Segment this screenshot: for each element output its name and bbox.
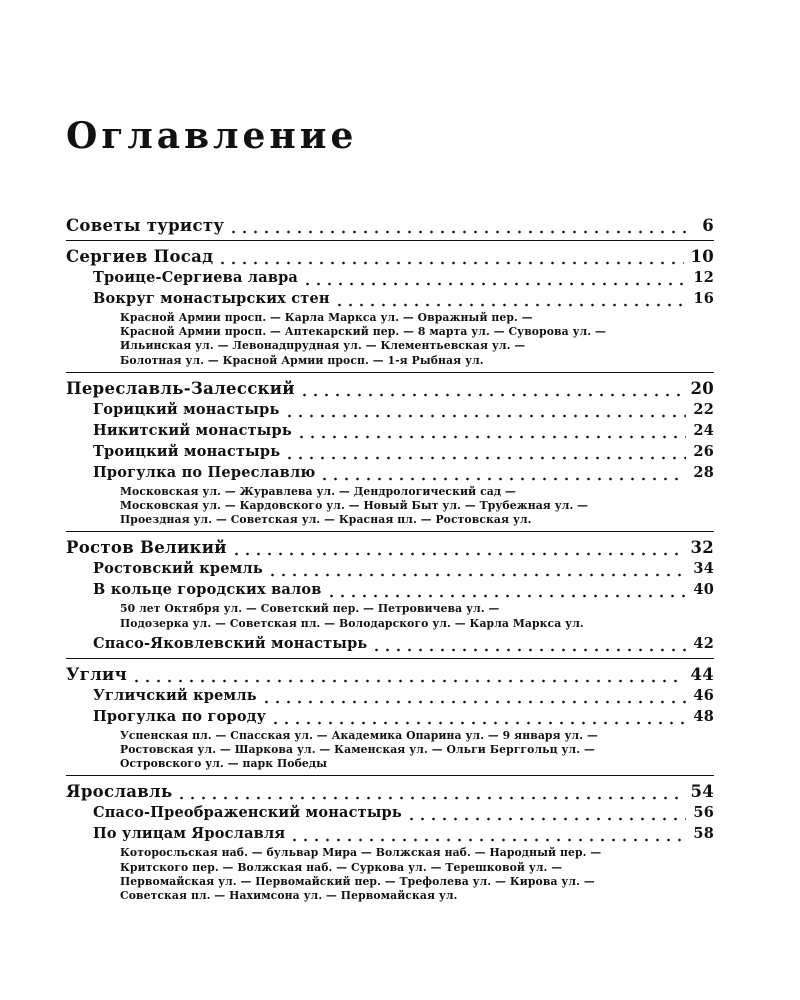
route-streets (66, 311, 714, 368)
chapter-title: Ростов Великий (66, 538, 231, 558)
route-street-line: Ростовская ул. — Шаркова ул. — Каменская ул. — Ольги Берггольц ул. — (120, 743, 595, 757)
chapter-divider (66, 658, 714, 659)
dot-leader (284, 442, 686, 462)
section-title: Ростовский кремль (66, 559, 267, 579)
dot-leader (371, 634, 686, 654)
section-title: Вокруг монастырских стен (66, 289, 334, 309)
chapter-divider (66, 372, 714, 373)
page-number: 58 (686, 824, 714, 844)
route-street-line: Успенская пл. — Спасская ул. — Академика Опарина ул. — 9 января ул. — (120, 728, 598, 742)
route-street-line: Которосльская наб. — бульвар Мира — Волжская наб. — Народный пер. — (120, 846, 602, 860)
toc-chapter-entry[interactable] (66, 538, 714, 558)
table-of-contents (66, 216, 714, 906)
route-street-line: Проездная ул. — Советская ул. — Красная пл. — Ростовская ул. (120, 513, 532, 527)
section-title: В кольце городских валов (66, 580, 326, 600)
chapter-title: Советы туристу (66, 216, 228, 236)
chapter-block (66, 538, 714, 653)
page-number: 56 (686, 803, 714, 823)
dot-leader (131, 665, 684, 685)
route-street-line: Критского пер. — Волжская наб. — Суркова ул. — Терешковой ул. — (120, 860, 563, 874)
page-number: 40 (686, 580, 714, 600)
route-streets (66, 485, 714, 528)
dot-leader (176, 782, 684, 802)
dot-leader (231, 538, 685, 558)
page-number: 24 (686, 421, 714, 441)
page-number: 32 (684, 538, 714, 558)
page-number: 20 (684, 379, 714, 399)
dot-leader (334, 289, 686, 309)
dot-leader (228, 216, 686, 236)
page-number: 44 (684, 665, 714, 685)
chapter-title: Сергиев Посад (66, 247, 217, 267)
page-number: 42 (686, 634, 714, 654)
route-street-line: Подозерка ул. — Советская пл. — Володарского ул. — Карла Маркса ул. (120, 616, 584, 630)
toc-chapter-entry[interactable] (66, 216, 714, 236)
route-street-line: Островского ул. — парк Победы (120, 757, 328, 771)
toc-chapter-entry[interactable] (66, 379, 714, 399)
page-number: 22 (686, 400, 714, 420)
chapter-block (66, 247, 714, 368)
dot-leader (319, 463, 686, 483)
toc-section-entry[interactable] (66, 634, 714, 654)
chapter-block (66, 782, 714, 903)
route-street-line: Советская пл. — Нахимсона ул. — Первомайская ул. (120, 889, 458, 903)
dot-leader (270, 707, 686, 727)
page-number: 54 (684, 782, 714, 802)
toc-section-entry[interactable] (66, 463, 714, 483)
toc-section-entry[interactable] (66, 686, 714, 706)
toc-section-entry[interactable] (66, 559, 714, 579)
page-title: Оглавление (66, 115, 358, 157)
toc-section-entry[interactable] (66, 580, 714, 600)
dot-leader (267, 559, 686, 579)
page-number: 28 (686, 463, 714, 483)
dot-leader (296, 421, 686, 441)
route-street-line: Болотная ул. — Красной Армии просп. — 1-я Рыбная ул. (120, 353, 484, 367)
route-street-line: Первомайская ул. — Первомайский пер. — Трефолева ул. — Кирова ул. — (120, 874, 595, 888)
route-street-line: Московская ул. — Журавлева ул. — Дендрологический сад — (120, 484, 516, 498)
page-number: 26 (686, 442, 714, 462)
route-streets (66, 846, 714, 903)
toc-section-entry[interactable] (66, 421, 714, 441)
chapter-block (66, 665, 714, 772)
section-title: Троицкий монастырь (66, 442, 284, 462)
chapter-divider (66, 240, 714, 241)
toc-section-entry[interactable] (66, 824, 714, 844)
toc-chapter-entry[interactable] (66, 665, 714, 685)
page-number: 10 (684, 247, 714, 267)
route-streets (66, 602, 714, 630)
page-number: 12 (686, 268, 714, 288)
toc-chapter-entry[interactable] (66, 782, 714, 802)
toc-section-entry[interactable] (66, 289, 714, 309)
dot-leader (261, 686, 686, 706)
toc-section-entry[interactable] (66, 803, 714, 823)
dot-leader (299, 379, 685, 399)
chapter-divider (66, 775, 714, 776)
chapter-title: Углич (66, 665, 131, 685)
section-title: Троице-Сергиева лавра (66, 268, 302, 288)
route-streets (66, 729, 714, 772)
route-street-line: Ильинская ул. — Левонадпрудная ул. — Клементьевская ул. — (120, 339, 526, 353)
toc-chapter-entry[interactable] (66, 247, 714, 267)
dot-leader (302, 268, 686, 288)
chapter-block (66, 216, 714, 236)
page-number: 16 (686, 289, 714, 309)
page-number: 48 (686, 707, 714, 727)
chapter-divider (66, 531, 714, 532)
page-number: 46 (686, 686, 714, 706)
section-title: Угличский кремль (66, 686, 261, 706)
section-title: Никитский монастырь (66, 421, 296, 441)
section-title: Спасо-Яковлевский монастырь (66, 634, 371, 654)
chapter-title: Переславль-Залесский (66, 379, 299, 399)
page-number: 6 (686, 216, 714, 236)
chapter-block (66, 379, 714, 528)
dot-leader (326, 580, 686, 600)
route-street-line: Красной Армии просп. — Карла Маркса ул. — Овражный пер. — (120, 311, 533, 324)
section-title: Прогулка по городу (66, 707, 270, 727)
dot-leader (217, 247, 684, 267)
chapter-title: Ярославль (66, 782, 176, 802)
dot-leader (289, 824, 686, 844)
dot-leader (406, 803, 686, 823)
route-street-line: Московская ул. — Кардовского ул. — Новый Быт ул. — Трубежная ул. — (120, 499, 589, 513)
section-title: По улицам Ярославля (66, 824, 289, 844)
section-title: Горицкий монастырь (66, 400, 284, 420)
route-street-line: Красной Армии просп. — Аптекарский пер. — 8 марта ул. — Суворова ул. — (120, 325, 606, 339)
route-street-line: 50 лет Октября ул. — Советский пер. — Петровичева ул. — (120, 602, 500, 616)
dot-leader (284, 400, 686, 420)
section-title: Спасо-Преображенский монастырь (66, 803, 406, 823)
section-title: Прогулка по Переславлю (66, 463, 319, 483)
page-number: 34 (686, 559, 714, 579)
toc-section-entry[interactable] (66, 400, 714, 420)
toc-section-entry[interactable] (66, 268, 714, 288)
toc-section-entry[interactable] (66, 707, 714, 727)
toc-section-entry[interactable] (66, 442, 714, 462)
